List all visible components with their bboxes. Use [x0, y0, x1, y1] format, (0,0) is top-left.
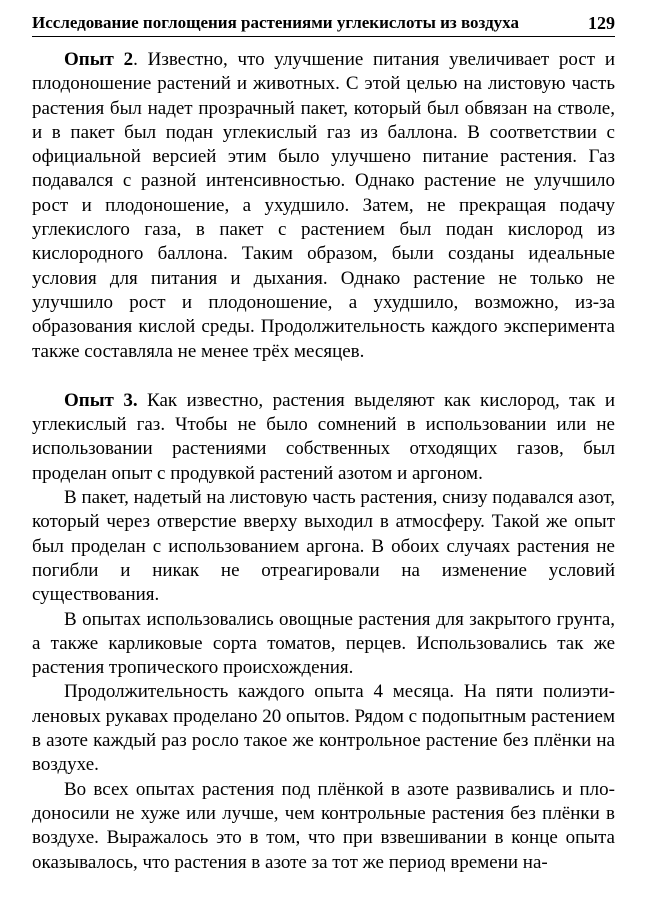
running-header: [32, 10, 615, 37]
body-paragraph: В опытах использовались овощные растения для закрытого грунта, а также карликовые сорта томатов, перцев. Использовались так же растения тропического происхождения.: [32, 608, 615, 679]
experiment-2-label: Опыт 2: [64, 49, 134, 70]
page-number: 129: [588, 13, 615, 33]
header-title: Исследование поглощения растениями углекислоты из воздуха: [32, 13, 519, 32]
body-paragraph: Продолжительность каждого опыта 4 месяца. На пяти полиэтиленовых рукавах проделано 20 опытов. Рядом с подопытным растением в азоте каждый раз росло такое же контрольное растение без плёнки на воздухе.: [32, 681, 615, 776]
experiment-2-text: . Известно, что улучшение питания увеличивает рост и плодоношение растений и животных. С этой целью на листовую часть растения был надет прозрачный пакет, который был обвязан на стволе, и в пакет был подан углекислый газ из баллона. В соответствии с официальной версией этим было улучшено питание растения. Газ подавался с разной интенсивностью. Однако растение не улучшило рост и плодоношение, а ухудшило. Затем, не прекращая подачу углекислого газа, в пакет с растением был подан кислород из кислородного баллона. Таким образом, были созданы идеальные условия для питания и дыхания. Однако растение не только не улучшило рост и плодоношение, а ухудшило, возможно, из-за образования кислой среды. Продолжительность каждого эксперимента также составляла не менее трёх месяцев.: [32, 49, 615, 362]
page-body: [32, 48, 615, 875]
experiment-3-label: Опыт 3.: [64, 389, 138, 411]
body-paragraph: Во всех опытах растения под плёнкой в азоте развивались и плодоносили не хуже или лучше, чем контрольные растения без плёнки в воздухе. Выражалось это в том, что при взвешивании в конце опыта оказывалось, что растения в азоте за тот же период времени на-: [32, 778, 615, 873]
body-paragraph: В пакет, надетый на листовую часть растения, снизу подавался азот, который через отверстие вверху выходил в атмосферу. Такой же опыт был проделан с использованием аргона. В обоих случаях растения не погибли и никак не отреагировали на изменение условий существования.: [32, 487, 615, 606]
experiment-2-paragraph: [32, 48, 615, 364]
experiment-3-paragraph: [32, 389, 615, 486]
experiment-3-text: Как известно, растения выделяют как кислород, так и углекислый газ. Чтобы не было сомнений в использовании или не использовании растениями собственных отходящих газов, был проделан опыт с продувкой растений азотом и аргоном.: [32, 389, 615, 484]
book-page: [32, 0, 615, 900]
